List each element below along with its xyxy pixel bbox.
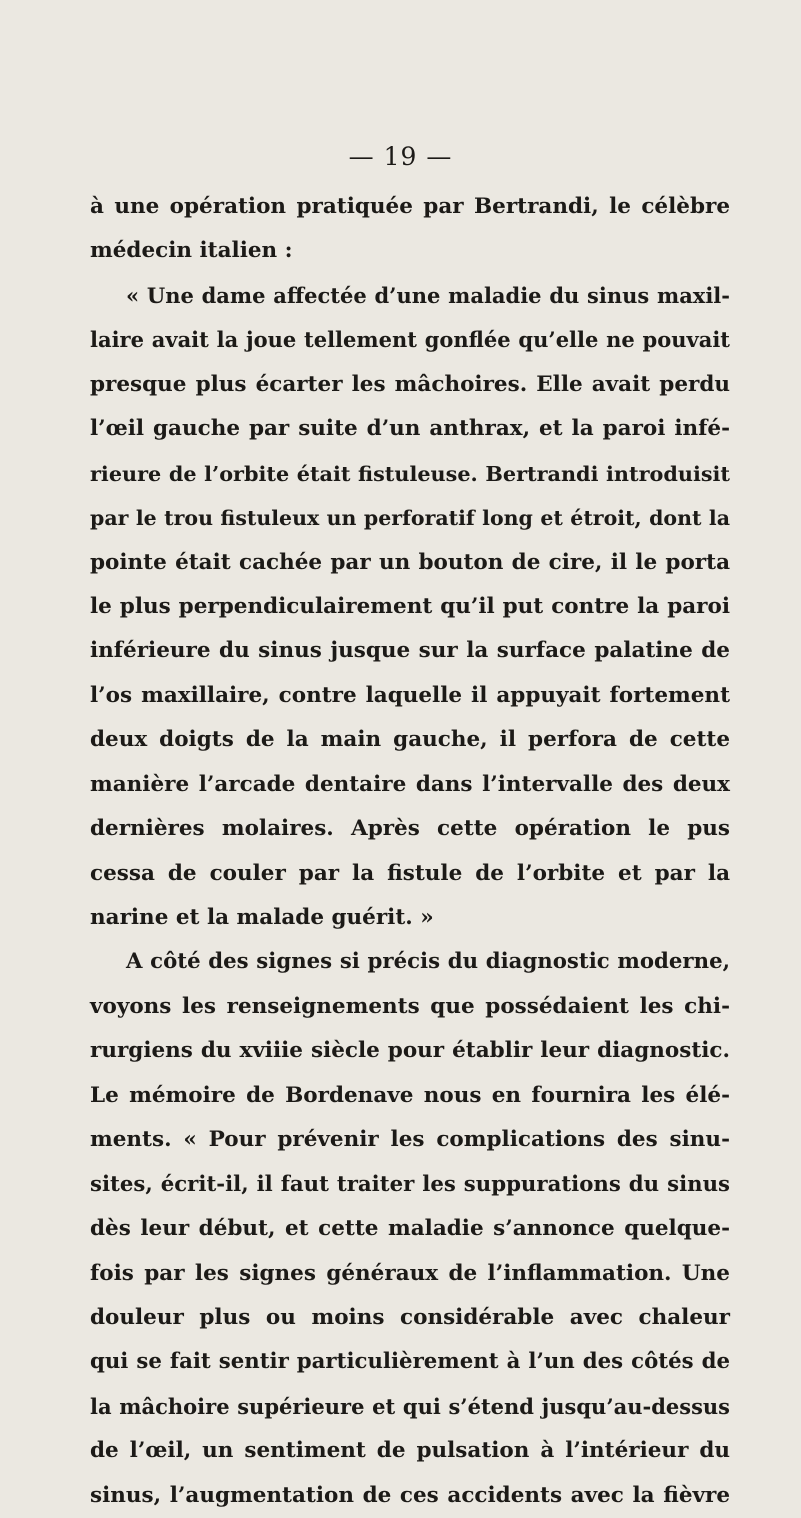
text-line: inférieure du sinus jusque sur la surface palatine de xyxy=(90,638,730,664)
body-text xyxy=(90,185,730,1518)
text-line: pointe était cachée par un bouton de cire, il le porta xyxy=(90,549,730,575)
text-line: dernières molaires. Après cette opération le pus xyxy=(90,816,730,842)
text-line: sites, écrit-il, il faut traiter les suppurations du sinus xyxy=(90,1171,730,1197)
text-line: Le mémoire de Bordenave nous en fournira les élé- xyxy=(90,1082,730,1108)
text-line: la mâchoire supérieure et qui s’étend jusqu’au-dessus xyxy=(90,1393,730,1419)
text-line: presque plus écarter les mâchoires. Elle avait perdu xyxy=(90,371,730,397)
text-line: narine et la malade guérit. » xyxy=(90,905,434,930)
text-line: A côté des signes si précis du diagnostic moderne, xyxy=(126,949,730,975)
text-line: douleur plus ou moins considérable avec chaleur xyxy=(90,1304,730,1330)
text-line: le plus perpendiculairement qu’il put contre la paroi xyxy=(90,593,730,619)
text-line: rurgiens du xviiie siècle pour établir leur diagnostic. xyxy=(90,1038,730,1064)
text-line: à une opération pratiquée par Bertrandi, le célèbre xyxy=(90,194,730,219)
text-line: dès leur début, et cette maladie s’annonce quelque- xyxy=(90,1216,730,1242)
text-line: médecin italien : xyxy=(90,238,293,264)
text-line: par le trou fistuleux un perforatif long et étroit, dont la xyxy=(90,506,730,531)
text-line: deux doigts de la main gauche, il perfora de cette xyxy=(90,727,730,753)
text-line: laire avait la joue tellement gonflée qu’elle ne pouvait xyxy=(90,327,730,353)
text-line: de l’œil, un sentiment de pulsation à l’intérieur du xyxy=(90,1438,730,1464)
text-line: manière l’arcade dentaire dans l’intervalle des deux xyxy=(90,771,730,797)
text-line: « Une dame affectée d’une maladie du sinus maxil- xyxy=(126,282,730,308)
text-line: qui se fait sentir particulièrement à l’un des côtés de xyxy=(90,1349,730,1375)
text-line: voyons les renseignements que possédaient les chi- xyxy=(90,993,730,1019)
text-line: rieure de l’orbite était fistuleuse. Bertrandi introduisit xyxy=(90,461,730,486)
text-line: fois par les signes généraux de l’inflammation. Une xyxy=(90,1260,730,1286)
page-number: — 19 — xyxy=(348,142,453,171)
text-line: sinus, l’augmentation de ces accidents avec la fièvre xyxy=(90,1482,730,1508)
text-line: ments. « Pour prévenir les complications des sinu- xyxy=(90,1127,730,1153)
text-line: cessa de couler par la fistule de l’orbite et par la xyxy=(90,860,730,886)
text-line: l’œil gauche par suite d’un anthrax, et la paroi infé- xyxy=(90,416,730,442)
text-line: l’os maxillaire, contre laquelle il appuyait fortement xyxy=(90,682,730,708)
